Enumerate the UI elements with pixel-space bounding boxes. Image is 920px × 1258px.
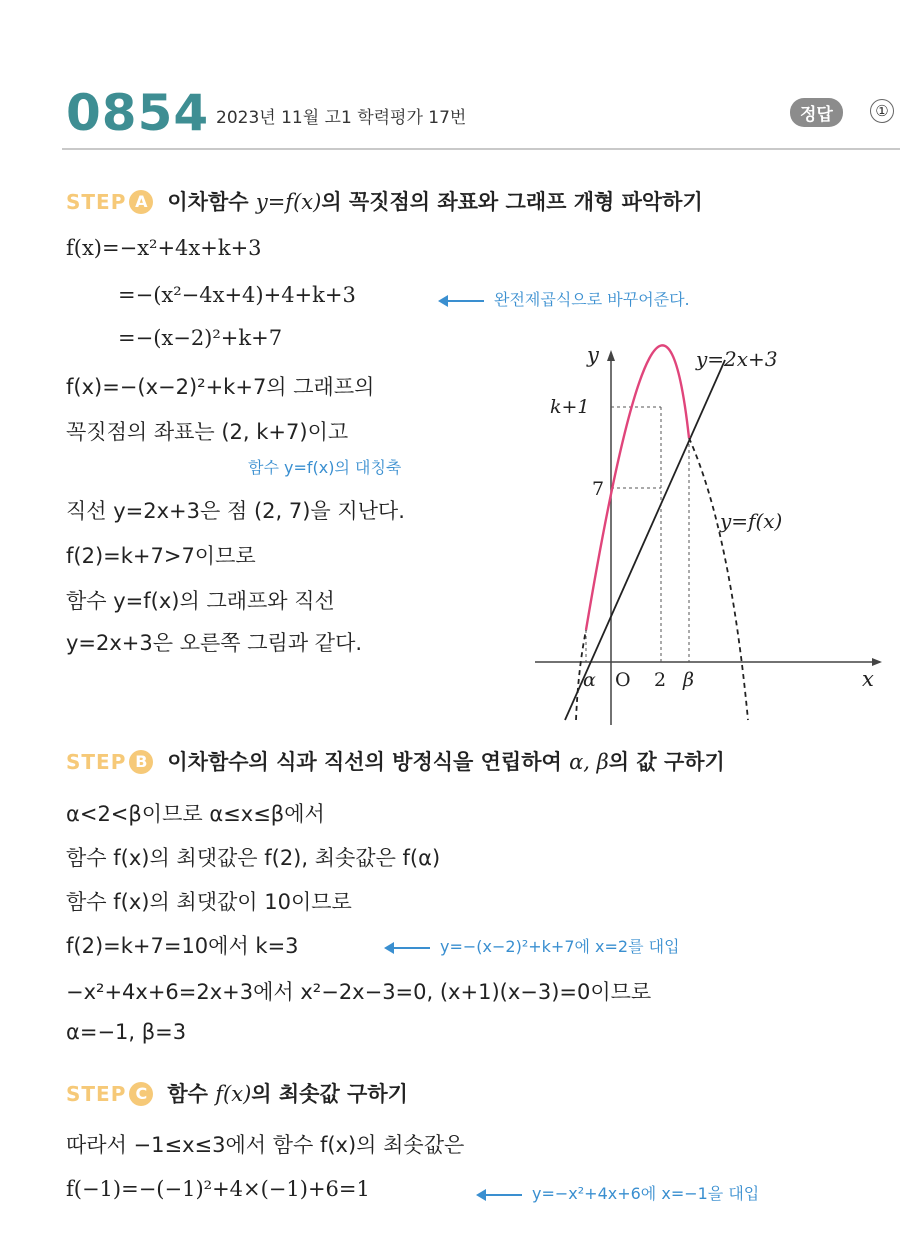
curve-label: y=f(x): [720, 509, 783, 533]
step-a-note-5: 함수 y=f(x)의 대칭축: [248, 458, 402, 477]
tick-origin: O: [615, 669, 631, 691]
step-a-line-4: f(x)=−(x−2)²+k+7의 그래프의: [66, 375, 375, 399]
x-axis-arrow-icon: [872, 658, 882, 666]
step-c-tag: STEP: [66, 1082, 127, 1106]
step-a-line-5: 꼭짓점의 좌표는 (2, k+7)이고: [66, 420, 349, 444]
y-axis-label: y: [587, 343, 599, 367]
step-a-title-math: y=f(x): [255, 190, 322, 214]
step-a-line-6: 직선 y=2x+3은 점 (2, 7)을 지난다.: [66, 499, 405, 523]
arrow-left-icon: [440, 300, 484, 302]
step-b-heading: [66, 746, 725, 776]
step-a-line-1: f(x)=−x²+4x+k+3: [66, 236, 262, 260]
x-axis-label: x: [862, 667, 874, 691]
step-a-line-2: =−(x²−4x+4)+4+k+3: [118, 283, 356, 307]
tick-beta: β: [683, 669, 694, 691]
step-a-line-8: 함수 y=f(x)의 그래프와 직선: [66, 589, 335, 613]
step-a-title-pre: 이차함수: [167, 190, 256, 214]
step-c-title: [167, 1082, 408, 1106]
step-c-note-2: [478, 1181, 759, 1204]
step-a-line-3: =−(x−2)²+k+7: [118, 326, 283, 350]
line-label: y=2x+3: [696, 347, 778, 371]
step-b-note-4-text: y=−(x−2)²+k+7에 x=2를 대입: [440, 937, 680, 956]
problem-number: 0854: [66, 84, 210, 142]
step-c-title-pre: 함수: [167, 1082, 216, 1106]
function-graph: [520, 330, 900, 730]
step-b-title-post: 의 값 구하기: [608, 750, 725, 774]
step-b-tag: STEP: [66, 750, 127, 774]
tick-k1: k+1: [550, 396, 590, 418]
arrow-left-icon: [386, 947, 430, 949]
tick-7: 7: [592, 478, 605, 500]
curve-right-dashed: [689, 438, 748, 720]
step-c-title-math: f(x): [215, 1082, 252, 1106]
step-b-line-5: −x²+4x+6=2x+3에서 x²−2x−3=0, (x+1)(x−3)=0이므로: [66, 980, 652, 1004]
step-c-title-post: 의 최솟값 구하기: [251, 1082, 408, 1106]
header-divider: [62, 148, 900, 150]
step-c-note-2-text: y=−x²+4x+6에 x=−1을 대입: [532, 1184, 760, 1203]
step-b-line-4: f(2)=k+7=10에서 k=3: [66, 934, 299, 958]
step-a-heading: [66, 186, 703, 216]
step-a-tag: STEP: [66, 190, 127, 214]
step-b-line-1: α<2<β이므로 α≤x≤β에서: [66, 802, 325, 826]
step-c-line-2: f(−1)=−(−1)²+4×(−1)+6=1: [66, 1177, 370, 1201]
step-a-note-2-text: 완전제곱식으로 바꾸어준다.: [494, 290, 690, 309]
step-a-line-7: f(2)=k+7>7이므로: [66, 544, 256, 568]
step-c-heading: [66, 1078, 408, 1108]
step-c-line-1: 따라서 −1≤x≤3에서 함수 f(x)의 최솟값은: [66, 1133, 465, 1157]
step-b-title: [167, 750, 724, 774]
step-b-line-2: 함수 f(x)의 최댓값은 f(2), 최솟값은 f(α): [66, 846, 441, 870]
tick-2: 2: [654, 669, 667, 691]
step-b-title-math: α, β: [569, 750, 609, 774]
step-a-note-2: [440, 287, 690, 310]
y-axis-arrow-icon: [607, 350, 615, 361]
step-b-title-pre: 이차함수의 식과 직선의 방정식을 연립하여: [167, 750, 570, 774]
step-a-title: [167, 190, 702, 214]
answer-badge: 정답: [790, 98, 843, 127]
answer-value: ①: [870, 99, 894, 123]
step-a-line-9: y=2x+3은 오른쪽 그림과 같다.: [66, 631, 363, 655]
step-a-title-post: 의 꼭짓점의 좌표와 그래프 개형 파악하기: [321, 190, 703, 214]
arrow-left-icon: [478, 1194, 522, 1196]
step-b-line-3: 함수 f(x)의 최댓값이 10이므로: [66, 890, 352, 914]
step-c-letter: C: [129, 1082, 153, 1106]
step-a-letter: A: [129, 190, 153, 214]
tick-alpha: α: [583, 669, 596, 691]
step-b-line-6: α=−1, β=3: [66, 1020, 187, 1044]
step-b-note-4: [386, 934, 680, 957]
problem-source: 2023년 11월 고1 학력평가 17번: [216, 108, 467, 128]
step-b-letter: B: [129, 750, 153, 774]
